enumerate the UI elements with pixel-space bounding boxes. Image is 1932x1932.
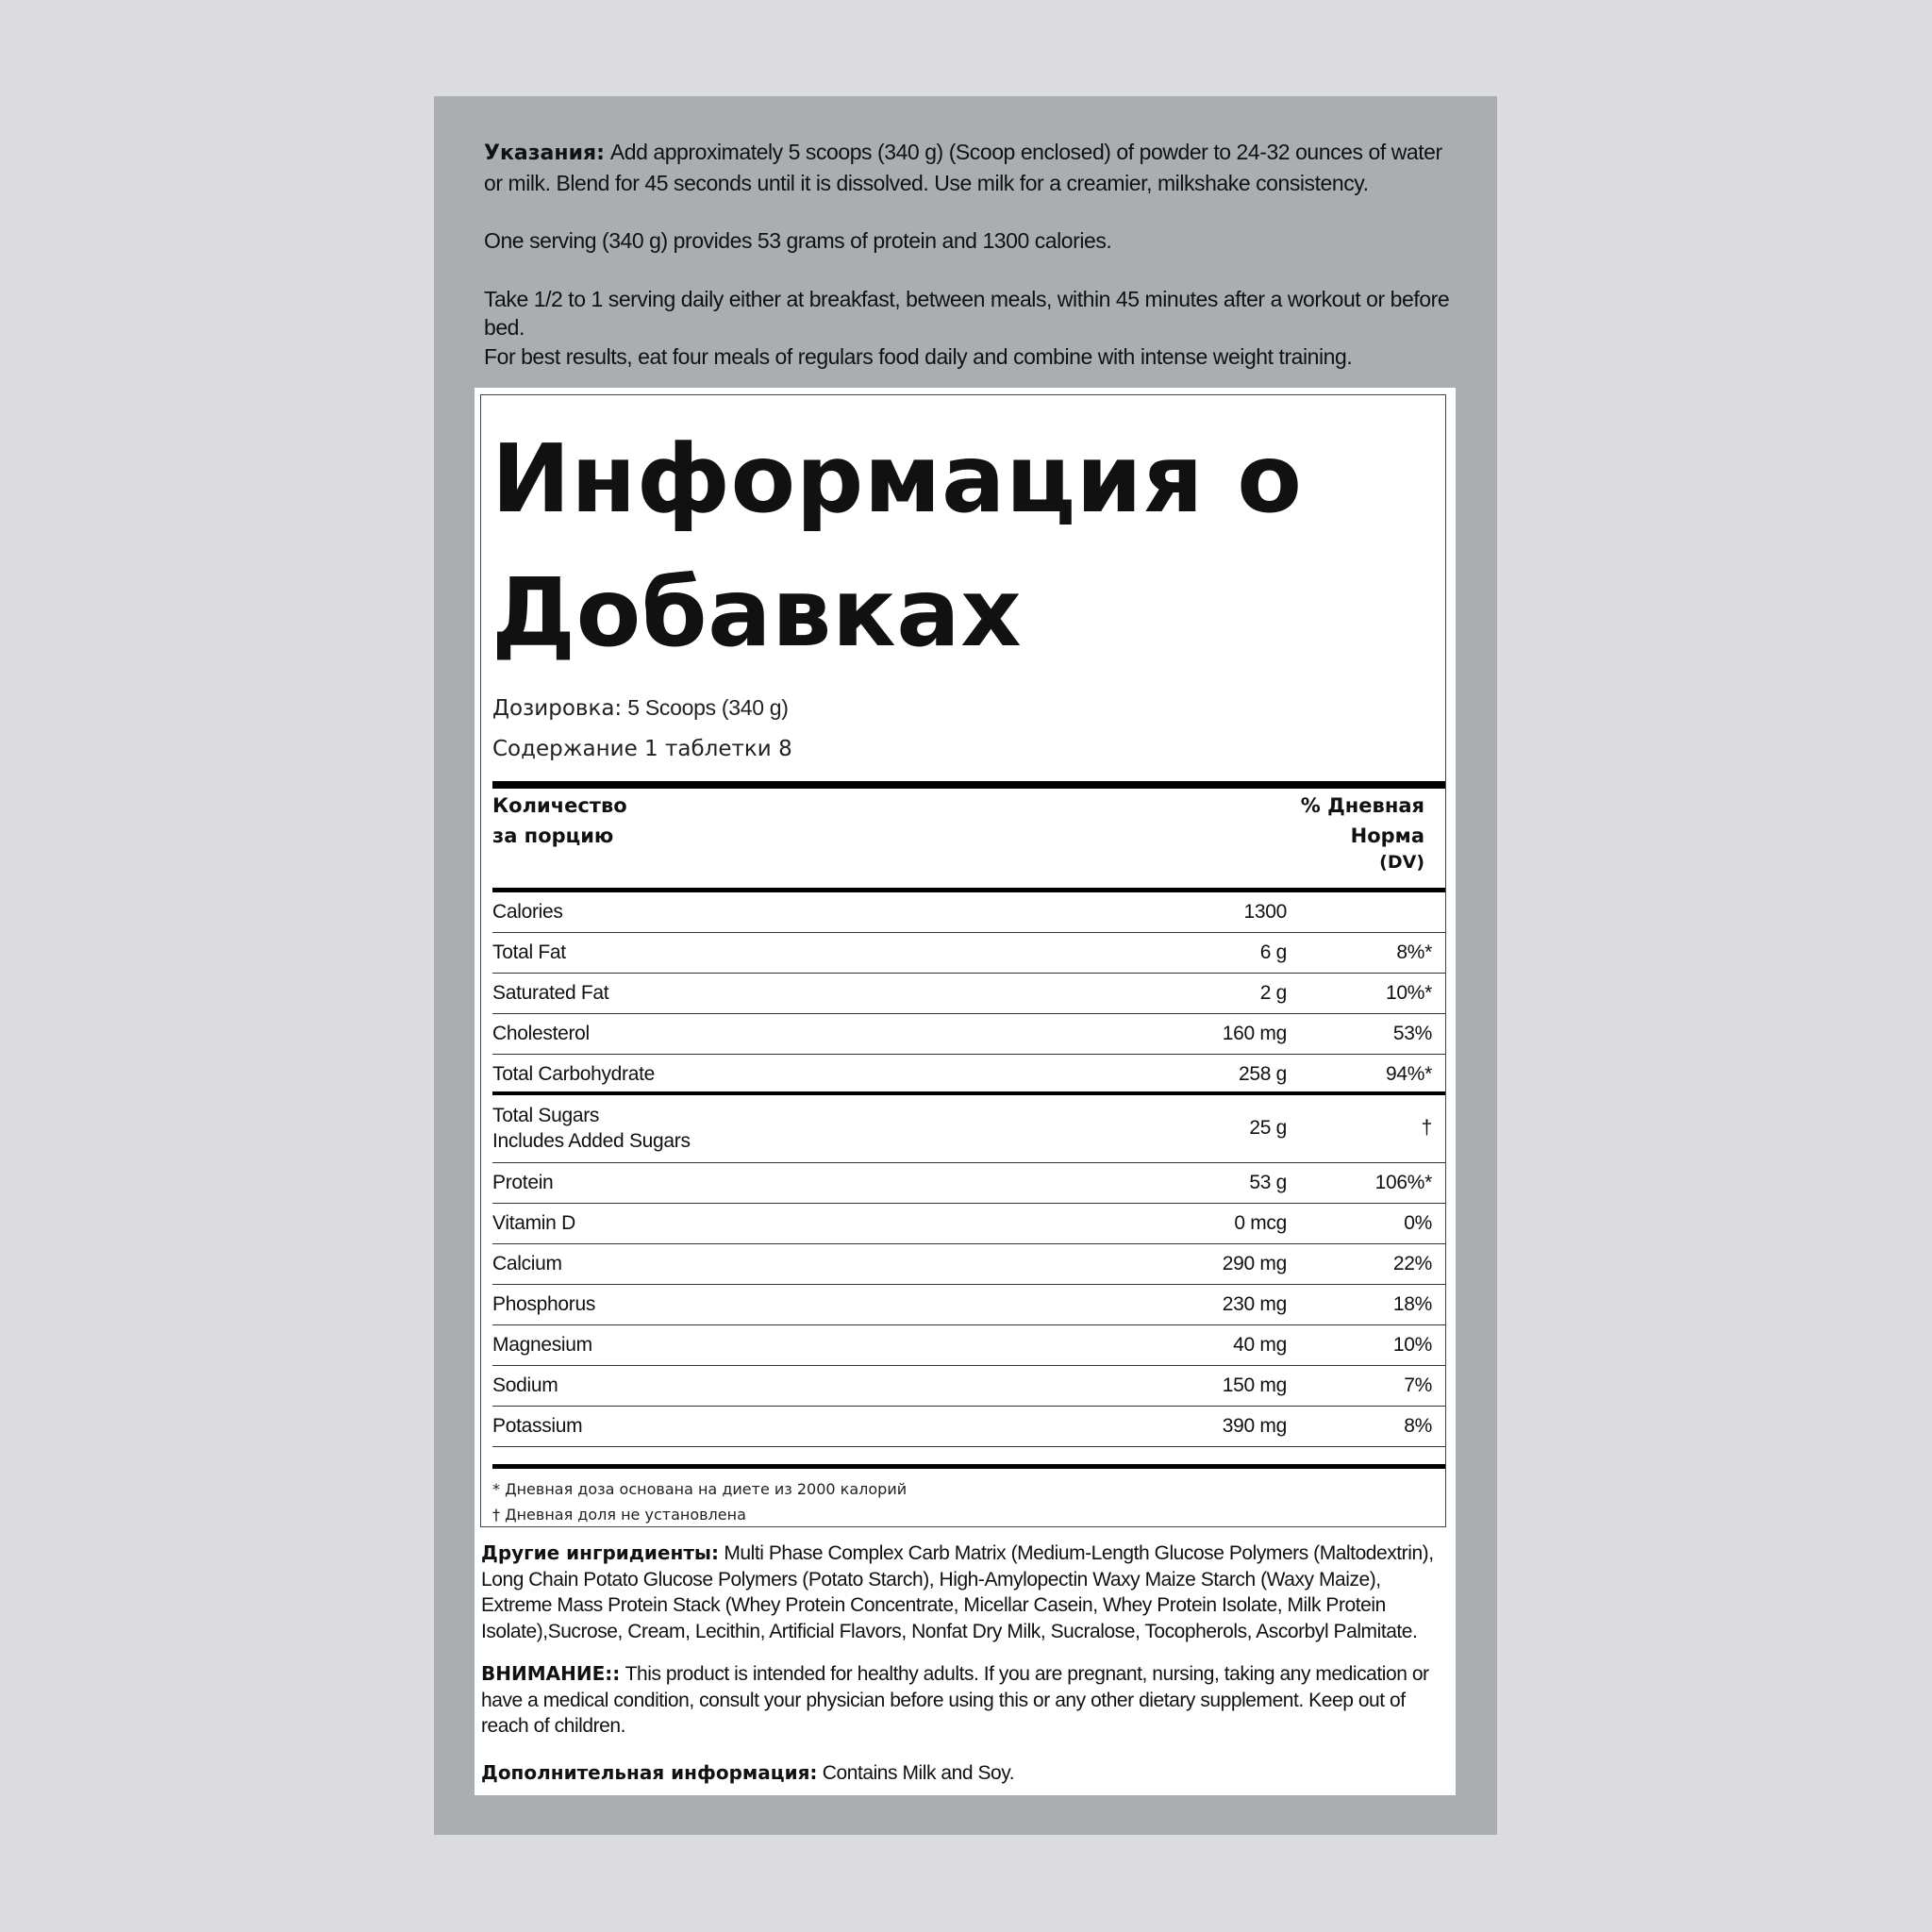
nutrient-dv: † bbox=[1421, 1117, 1432, 1139]
serving-size-value: 5 Scoops (340 g) bbox=[622, 695, 789, 720]
nutrient-dv: 0% bbox=[1404, 1212, 1432, 1234]
nutrient-name-line: Total Fat bbox=[492, 941, 566, 963]
footnote-dagger: † Дневная доля не установлена bbox=[492, 1506, 746, 1524]
servings-per-container: Содержание 1 таблетки 8 bbox=[492, 737, 792, 761]
table-row bbox=[492, 1244, 1445, 1285]
nutrient-name bbox=[492, 1023, 590, 1045]
amount-header bbox=[492, 791, 627, 851]
directions-text: Add approximately 5 scoops (340 g) (Scoop enclosed) of powder to 24-32 ounces of water or milk. Blend for 45 seconds until it is dissolved. Use milk for a creamier, milkshake consistency. bbox=[484, 140, 1442, 195]
nutrient-name-line: Calcium bbox=[492, 1253, 562, 1274]
table-row bbox=[492, 933, 1445, 974]
facts-title: Информация о Добавках bbox=[491, 424, 1303, 668]
nutrient-name bbox=[492, 1103, 691, 1154]
amount-header-line1: Количество bbox=[492, 794, 627, 817]
nutrient-amount: 150 mg bbox=[1222, 1374, 1287, 1396]
table-row bbox=[492, 1366, 1445, 1407]
additional-info bbox=[481, 1760, 1453, 1787]
dv-header-line2: Норма bbox=[1350, 824, 1424, 847]
nutrient-name-line: Cholesterol bbox=[492, 1023, 590, 1044]
table-row bbox=[492, 1095, 1445, 1163]
nutrient-name-line: Magnesium bbox=[492, 1334, 592, 1356]
serving-info-text: One serving (340 g) provides 53 grams of protein and 1300 calories. bbox=[484, 228, 1112, 253]
divider-bottom bbox=[492, 1464, 1445, 1469]
nutrient-dv: 94%* bbox=[1385, 1063, 1432, 1085]
other-ingredients-paragraph bbox=[481, 1541, 1453, 1644]
dv-header bbox=[1301, 791, 1424, 874]
dv-header-line3: (DV) bbox=[1379, 852, 1424, 873]
nutrient-name-line: Potassium bbox=[492, 1415, 583, 1437]
nutrient-dv: 18% bbox=[1392, 1293, 1432, 1315]
nutrient-name bbox=[492, 1172, 553, 1194]
table-row bbox=[492, 974, 1445, 1014]
table-row bbox=[492, 1204, 1445, 1244]
table-row bbox=[492, 892, 1445, 933]
nutrient-name-line: Calories bbox=[492, 901, 563, 923]
nutrient-name bbox=[492, 901, 563, 924]
nutrient-name bbox=[492, 1253, 562, 1275]
additional-info-paragraph bbox=[481, 1760, 1453, 1787]
table-row bbox=[492, 1407, 1445, 1447]
table-row bbox=[492, 1285, 1445, 1325]
nutrient-dv: 22% bbox=[1392, 1253, 1432, 1274]
directions-label: Указания: bbox=[484, 142, 605, 165]
nutrient-amount: 160 mg bbox=[1222, 1023, 1287, 1044]
warning-section bbox=[481, 1661, 1453, 1740]
nutrient-dv: 8% bbox=[1404, 1415, 1432, 1437]
nutrient-name bbox=[492, 941, 566, 964]
divider-thick bbox=[492, 781, 1445, 789]
nutrient-name-line: Protein bbox=[492, 1172, 554, 1193]
nutrient-amount: 1300 bbox=[1243, 901, 1287, 923]
nutrient-name bbox=[492, 1212, 575, 1235]
footnote-dv: * Дневная доза основана на диете из 2000 калорий bbox=[492, 1480, 908, 1498]
nutrient-amount: 25 g bbox=[1249, 1117, 1287, 1139]
nutrient-name bbox=[492, 982, 608, 1005]
nutrient-amount: 0 mcg bbox=[1234, 1212, 1287, 1234]
amount-header-line2: за порцию bbox=[492, 824, 614, 847]
directions-paragraph bbox=[484, 138, 1456, 197]
additional-info-text: Contains Milk and Soy. bbox=[817, 1762, 1015, 1784]
nutrient-name bbox=[492, 1063, 655, 1086]
dv-header-line1: % Дневная bbox=[1300, 794, 1424, 817]
serving-size-label: Дозировка: bbox=[492, 696, 623, 721]
table-row bbox=[492, 1163, 1445, 1204]
usage-text: Take 1/2 to 1 serving daily either at breakfast, between meals, within 45 minutes after a workout or before bed. bbox=[484, 286, 1450, 340]
nutrient-dv: 8%* bbox=[1396, 941, 1432, 963]
warning-text: This product is intended for healthy adults. If you are pregnant, nursing, taking any medication or have a medical condition, consult your physician before using this or any other dietary supplement. Keep out of reach of children. bbox=[481, 1663, 1429, 1737]
warning-label: ВНИМАНИЕ:: bbox=[481, 1662, 621, 1685]
nutrient-name-line: Phosphorus bbox=[492, 1293, 596, 1315]
additional-info-label: Дополнительная информация: bbox=[481, 1761, 818, 1784]
directions-section bbox=[484, 138, 1456, 371]
nutrient-amount: 6 g bbox=[1259, 941, 1287, 963]
other-ingredients-text: Multi Phase Complex Carb Matrix (Medium-Length Glucose Polymers (Maltodextrin), Long Chain Potato Glucose Polymers (Potato Starch), High-Amylopectin Waxy Maize Starch (Waxy Maize), Extreme Mass Protein Stack (Whey Protein Concentrate, Micellar Casein, Whey Protein Isolate, Milk Protein Isolate),Sucrose, Cream, Lecithin, Artificial Flavors, Nonfat Dry Milk, Sucralose, Tocopherols, Ascorbyl Palmitate. bbox=[481, 1542, 1434, 1642]
nutrient-dv: 10%* bbox=[1385, 982, 1432, 1004]
nutrient-name-line: Sodium bbox=[492, 1374, 558, 1396]
facts-card bbox=[475, 388, 1456, 1795]
label-panel bbox=[434, 96, 1497, 1835]
nutrient-amount: 258 g bbox=[1238, 1063, 1287, 1085]
nutrient-amount: 230 mg bbox=[1222, 1293, 1287, 1315]
nutrient-amount: 290 mg bbox=[1222, 1253, 1287, 1274]
nutrient-dv: 10% bbox=[1392, 1334, 1432, 1356]
other-ingredients-label: Другие ингридиенты: bbox=[481, 1541, 719, 1564]
best-results-text: For best results, eat four meals of regulars food daily and combine with intense weight training. bbox=[484, 343, 1353, 369]
table-row bbox=[492, 1014, 1445, 1055]
nutrient-name-line: Vitamin D bbox=[492, 1212, 575, 1234]
nutrient-name bbox=[492, 1374, 558, 1397]
nutrient-name-line: Saturated Fat bbox=[492, 982, 609, 1004]
nutrient-subname-line: Includes Added Sugars bbox=[492, 1130, 691, 1152]
serving-size bbox=[492, 695, 789, 721]
nutrient-amount: 53 g bbox=[1249, 1172, 1287, 1193]
nutrient-name bbox=[492, 1334, 592, 1357]
warning-paragraph bbox=[481, 1661, 1453, 1740]
other-ingredients bbox=[481, 1541, 1453, 1644]
nutrient-name-line: Total Sugars bbox=[492, 1105, 600, 1126]
nutrient-amount: 390 mg bbox=[1222, 1415, 1287, 1437]
nutrient-dv: 7% bbox=[1404, 1374, 1432, 1396]
nutrient-name bbox=[492, 1415, 582, 1438]
nutrient-name bbox=[492, 1293, 595, 1316]
nutrient-amount: 2 g bbox=[1259, 982, 1287, 1004]
table-row bbox=[492, 1055, 1445, 1095]
supplement-facts-box bbox=[480, 394, 1446, 1527]
nutrient-dv: 53% bbox=[1392, 1023, 1432, 1044]
table-row bbox=[492, 1325, 1445, 1366]
nutrient-amount: 40 mg bbox=[1233, 1334, 1287, 1356]
nutrient-name-line: Total Carbohydrate bbox=[492, 1063, 656, 1085]
nutrient-dv: 106%* bbox=[1374, 1172, 1432, 1193]
